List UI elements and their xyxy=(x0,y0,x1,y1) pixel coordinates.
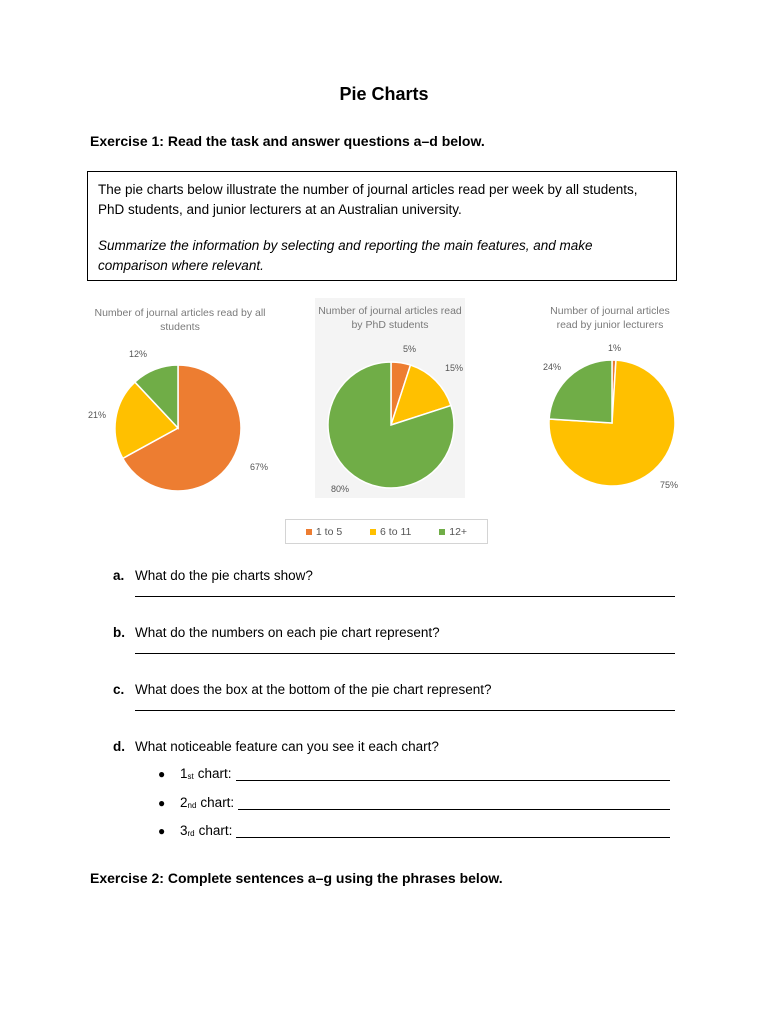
chart-title: Number of journal articles read by all students xyxy=(94,307,266,333)
legend-label: 1 to 5 xyxy=(315,525,343,538)
data-label: 5% xyxy=(403,344,417,354)
data-label: 15% xyxy=(445,363,464,373)
question-letter: a. xyxy=(113,568,125,583)
question-text: What noticeable feature can you see it each chart? xyxy=(135,739,439,754)
question-c xyxy=(113,682,491,697)
legend-swatch xyxy=(439,529,445,535)
task-box xyxy=(87,171,677,281)
pie-chart-all-students xyxy=(82,298,278,498)
sub-item-2 xyxy=(158,795,670,810)
data-label: 21% xyxy=(88,410,107,420)
task-instruction: Summarize the information by selecting and reporting the main features, and make comparison where relevant. xyxy=(98,238,593,273)
question-text: What do the pie charts show? xyxy=(135,568,313,583)
exercise2-heading: Exercise 2: Complete sentences a–g using the phrases below. xyxy=(90,870,503,886)
chart-legend xyxy=(285,519,488,544)
question-letter: c. xyxy=(113,682,125,697)
question-letter: b. xyxy=(113,625,125,640)
data-label: 12% xyxy=(129,349,148,359)
pie-chart-phd-students xyxy=(315,298,465,498)
data-label: 75% xyxy=(660,480,679,490)
sub-item-1 xyxy=(158,766,670,781)
sub-item-label: chart: xyxy=(198,823,233,838)
bullet-icon: ● xyxy=(158,767,166,781)
question-text: What does the box at the bottom of the pie chart represent? xyxy=(135,682,492,697)
data-label: 24% xyxy=(543,362,562,372)
sub-item-sup: nd xyxy=(187,801,197,810)
answer-line-b[interactable] xyxy=(135,653,675,654)
sub-item-sup: st xyxy=(187,772,194,781)
legend-label: 12+ xyxy=(449,525,468,538)
question-b xyxy=(113,625,440,640)
sub-item-num: 3 xyxy=(180,823,188,838)
answer-line-c[interactable] xyxy=(135,710,675,711)
legend-swatch xyxy=(370,529,376,535)
legend-label: 6 to 11 xyxy=(380,525,412,538)
answer-line-2nd[interactable] xyxy=(238,795,670,810)
data-label: 67% xyxy=(250,462,269,472)
sub-item-3 xyxy=(158,823,670,838)
data-label: 1% xyxy=(608,343,622,353)
bullet-icon: ● xyxy=(158,824,166,838)
pie-chart-junior-lecturers xyxy=(540,298,680,498)
question-a xyxy=(113,568,313,583)
legend-swatch xyxy=(306,529,312,535)
chart-junior-lecturers xyxy=(540,298,680,498)
bullet-icon: ● xyxy=(158,796,166,810)
chart-title: Number of journal articles read by PhD students xyxy=(318,305,462,331)
sub-item-sup: rd xyxy=(187,829,195,838)
answer-line-a[interactable] xyxy=(135,596,675,597)
task-text: The pie charts below illustrate the number of journal articles read per week by all students, PhD students, and junior lecturers at an Australian university. xyxy=(98,182,638,217)
question-letter: d. xyxy=(113,739,125,754)
sub-item-label: chart: xyxy=(197,766,232,781)
legend-item xyxy=(306,526,342,538)
sub-item-num: 1 xyxy=(180,766,188,781)
legend-item xyxy=(439,526,467,538)
legend-item xyxy=(370,526,411,538)
question-text: What do the numbers on each pie chart represent? xyxy=(135,625,440,640)
exercise1-heading: Exercise 1: Read the task and answer questions a–d below. xyxy=(90,133,485,149)
sub-item-num: 2 xyxy=(180,795,188,810)
sub-item-label: chart: xyxy=(200,795,235,810)
chart-title: Number of journal articles read by junior lecturers xyxy=(550,305,670,331)
answer-line-1st[interactable] xyxy=(236,766,670,781)
chart-all-students xyxy=(82,298,278,498)
question-d xyxy=(113,739,439,754)
page-title: Pie Charts xyxy=(339,84,429,104)
answer-line-3rd[interactable] xyxy=(236,823,670,838)
chart-phd-students xyxy=(315,298,465,498)
data-label: 80% xyxy=(331,484,350,494)
